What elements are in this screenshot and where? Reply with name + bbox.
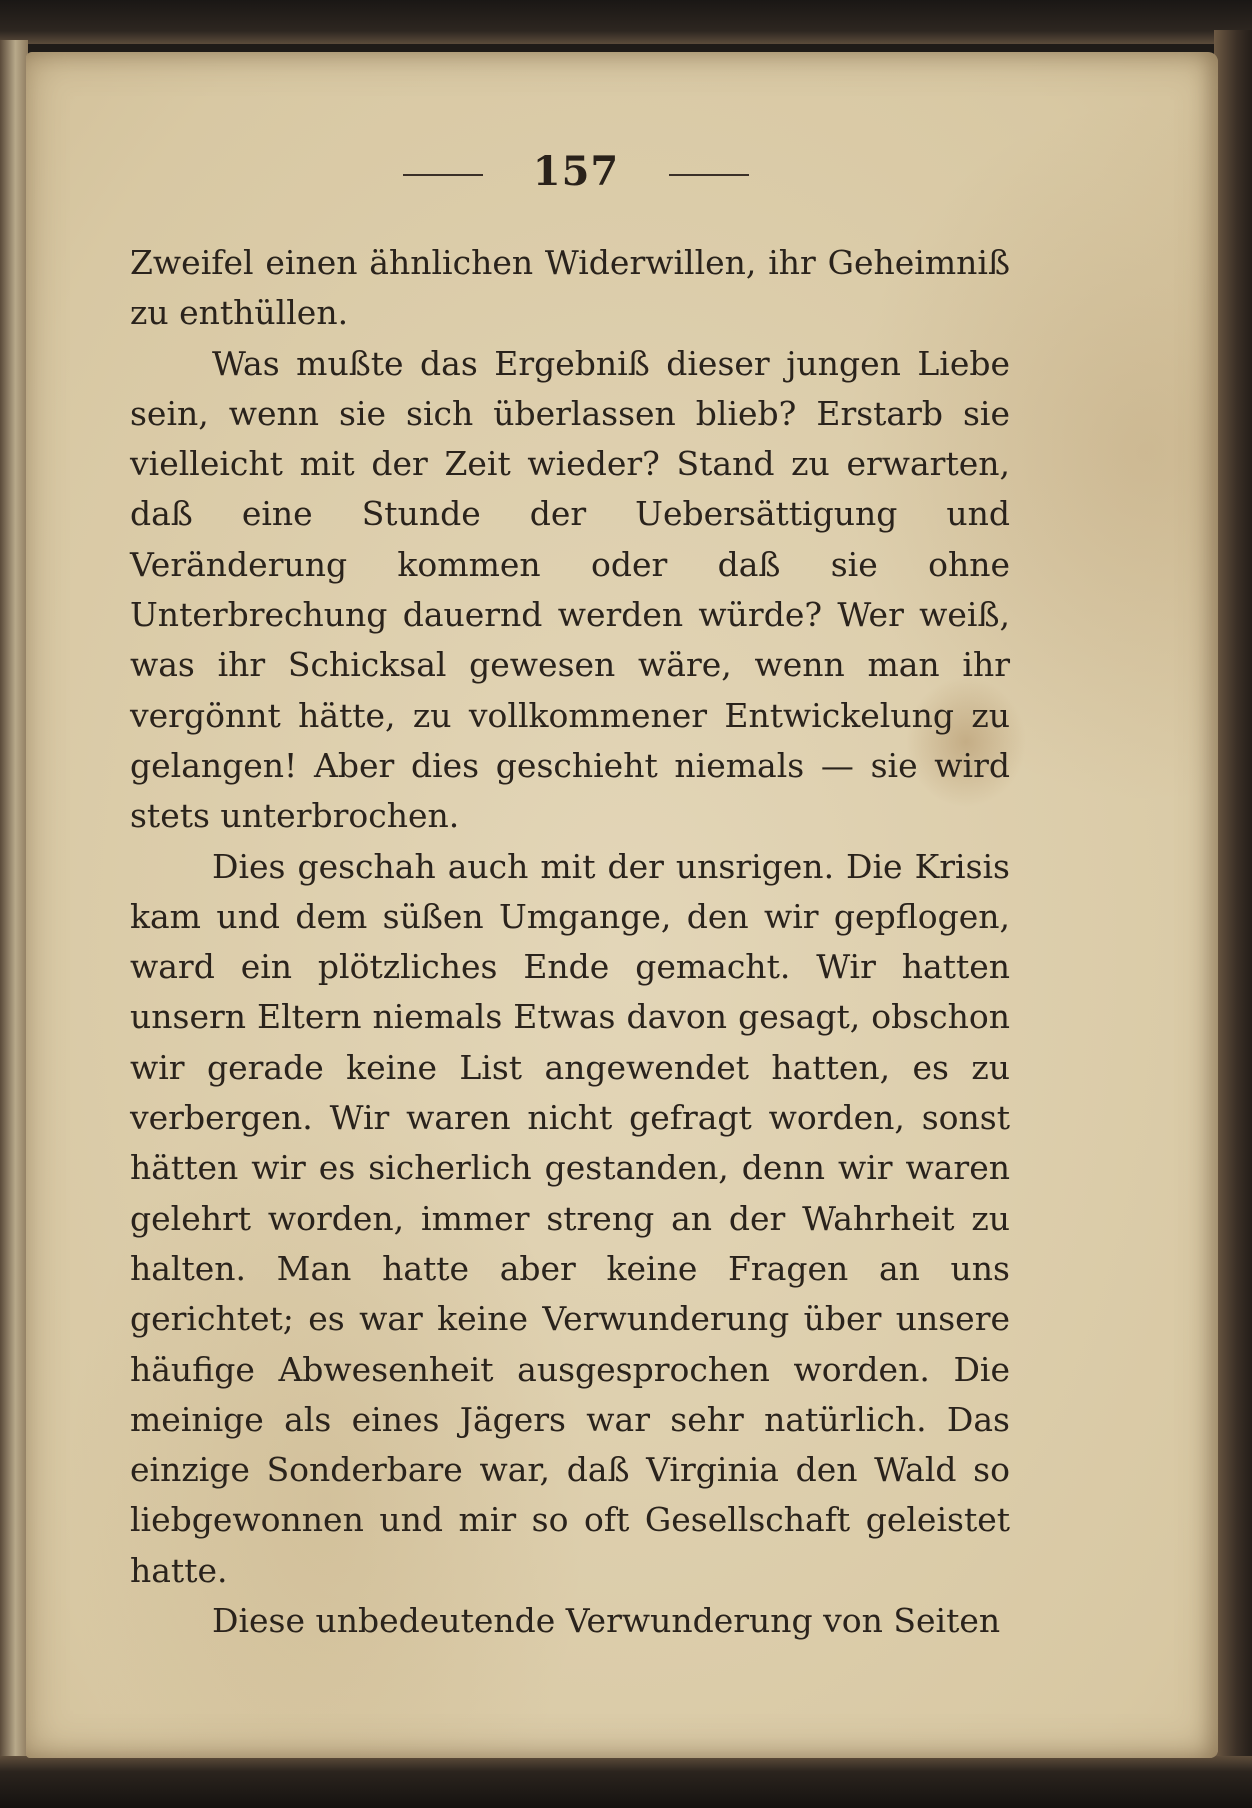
header-rule-right: [669, 174, 749, 176]
paragraph-4: Diese unbedeutende Verwunderung von Seiten: [212, 1601, 1001, 1641]
page-number: 157: [532, 148, 620, 195]
paragraph-1: Zweifel einen ähnlichen Widerwillen, ihr Geheimniß zu enthüllen.: [130, 243, 1010, 333]
paragraph-3: Dies geschah auch mit der unsrigen. Die Krisis kam und dem süßen Umgange, den wir gepflogen, ward ein plötzliches Ende gemacht. Wir hatten unsern Eltern niemals Etwas davon gesagt, obschon wir gerade keine List angewendet hatten, es zu verbergen. Wir waren nicht gefragt worden, sonst hätten wir es sicherlich gestanden, denn wir waren gelehrt worden, immer streng an der Wahrheit zu halten. Man hatte aber keine Fragen an uns gerichtet; es war keine Verwunderung über unsere häufige Abwesenheit ausgesprochen worden. Die meinige als eines Jägers war sehr natürlich. Das einzige Sonderbare war, daß Virginia den Wald so liebgewonnen und mir so oft Gesellschaft geleistet hatte.: [130, 846, 1010, 1590]
book-page: [26, 52, 1218, 1758]
page-header: [26, 148, 1126, 195]
body-text: [130, 238, 1010, 1646]
header-rule-left: [403, 174, 483, 176]
book-gutter: [0, 40, 28, 1760]
paragraph-2: Was mußte das Ergebniß dieser jungen Liebe sein, wenn sie sich überlassen blieb? Erstarb sie vielleicht mit der Zeit wieder? Stand zu erwarten, daß eine Stunde der Uebersättigung und Veränderung kommen oder daß sie ohne Unterbrechung dauernd werden würde? Wer weiß, was ihr Schicksal gewesen wäre, wenn man ihr vergönnt hätte, zu vollkommener Entwickelung zu gelangen! Aber dies geschieht niemals — sie wird stets unterbrochen.: [130, 343, 1010, 836]
scan-bottom-border: [0, 1756, 1252, 1808]
book-cover-edge: [1214, 30, 1252, 1770]
scan-top-border: [0, 0, 1252, 44]
